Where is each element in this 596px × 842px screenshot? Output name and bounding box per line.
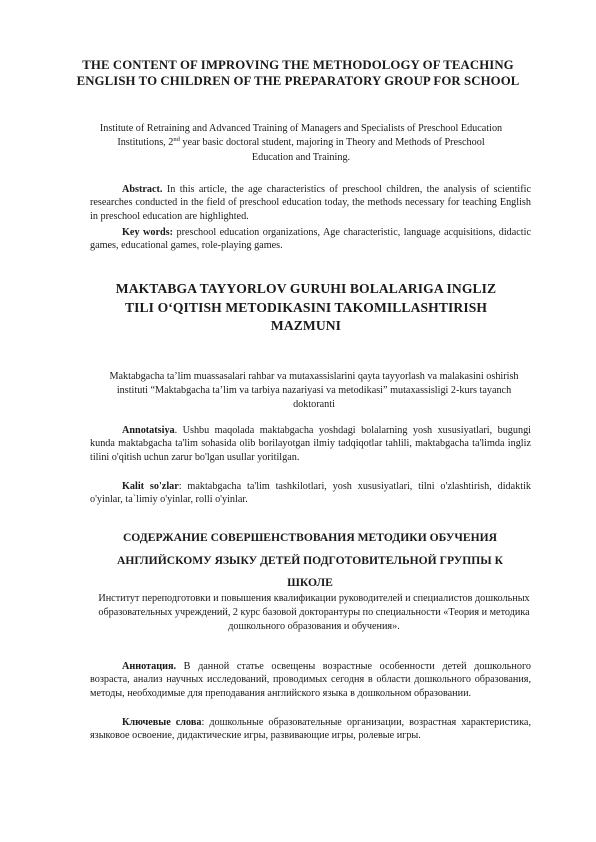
title-uzbek: MAKTABGA TAYYORLOV GURUHI BOLALARIGA INGLIZ TILI O‘QITISH METODIKASINI TAKOMILLASHTIRISH MAZMUNI <box>115 281 497 333</box>
keywords-uzbek-text: : maktabgacha ta'lim tashkilotlari, yosh xususiyatlari, tilni o'zlashtirish, didaktik o'yinlar, ta`limiy o'yinlar, rolli o'yinlar. <box>90 481 531 506</box>
keywords-russian <box>90 716 531 743</box>
keywords-russian-text: : дошкольные образовательные организации, возрастная характеристика, языковое освоение, дидактические игры, развивающие игры, ролевые игры. <box>90 717 531 742</box>
keywords-english-text: preschool education organizations, Age characteristic, language acquisitions, didactic games, educational games, role-playing games. <box>90 227 531 252</box>
abstract-russian <box>90 660 531 700</box>
keywords-russian-label: Ключевые слова <box>122 717 202 728</box>
abstract-english-label: Abstract. <box>122 184 163 195</box>
abstract-russian-label: Аннотация. <box>122 661 177 672</box>
abstract-english <box>90 183 531 223</box>
affiliation-uzbek: Maktabgacha ta’lim muassasalari rahbar va mutaxassislarini qayta tayyorlash va malakasini oshirish instituti “Maktabgacha ta’lim va tarbiya nazariyasi va metodikasi” mutaxassisligi 2-kurs tayanch doktoranti <box>109 371 519 410</box>
title-english: THE CONTENT OF IMPROVING THE METHODOLOGY OF TEACHING ENGLISH TO CHILDREN OF THE PREPARATORY GROUP FOR SCHOOL <box>76 58 520 88</box>
keywords-english <box>90 226 531 253</box>
affiliation-english-superscript: nd <box>173 136 180 144</box>
keywords-uzbek-label: Kalit so'zlar <box>122 481 179 492</box>
title-russian: СОДЕРЖАНИЕ СОВЕРШЕНСТВОВАНИЯ МЕТОДИКИ ОБУЧЕНИЯ АНГЛИЙСКОМУ ЯЗЫКУ ДЕТЕЙ ПОДГОТОВИТЕЛЬНОЙ ГРУППЫ К ШКОЛЕ <box>117 531 503 589</box>
abstract-uzbek-label: Annotatsiya <box>122 425 175 436</box>
abstract-uzbek-text: . Ushbu maqolada maktabgacha yoshdagi bolalarning yosh xususiyatlari, bugungi kunda maktabgacha ta'lim sohasida olib borilayotgan ilmiy tadqiqotlar tahlili, maktabgacha ta'limda ingliz tilini o'qitish uchun zarur bo'lgan usullar yoritilgan. <box>90 425 531 463</box>
keywords-uzbek <box>90 480 531 507</box>
abstract-russian-text: В данной статье освещены возрастные особенности детей дошкольного возраста, анализ научных исследований, проводимых сегодня в области дошкольного образования, методы, необходимые для преподавания английского языка в дошкольном образовании. <box>90 661 531 699</box>
affiliation-english-part1: Institute of Retraining and Advanced Training of Managers and Specialists of Preschool Education Institutions, 2 <box>99 123 503 149</box>
affiliation-english <box>96 122 506 165</box>
keywords-english-label: Key words: <box>122 227 174 238</box>
affiliation-english-part2: year basic doctoral student, majoring in Theory and Methods of Preschool Education and Training. <box>179 137 485 163</box>
abstract-english-text: In this article, the age characteristics of preschool children, the analysis of scientific researches conducted in the field of preschool education today, the methods necessary for teaching English in preschool education are highlighted. <box>90 184 531 222</box>
abstract-uzbek <box>90 424 531 464</box>
affiliation-russian: Институт переподготовки и повышения квалификации руководителей и специалистов дошкольных образовательных учреждений, 2 курс базовой докторантуры по специальности «Теория и методика дошкольного образования и обучения». <box>98 593 530 632</box>
